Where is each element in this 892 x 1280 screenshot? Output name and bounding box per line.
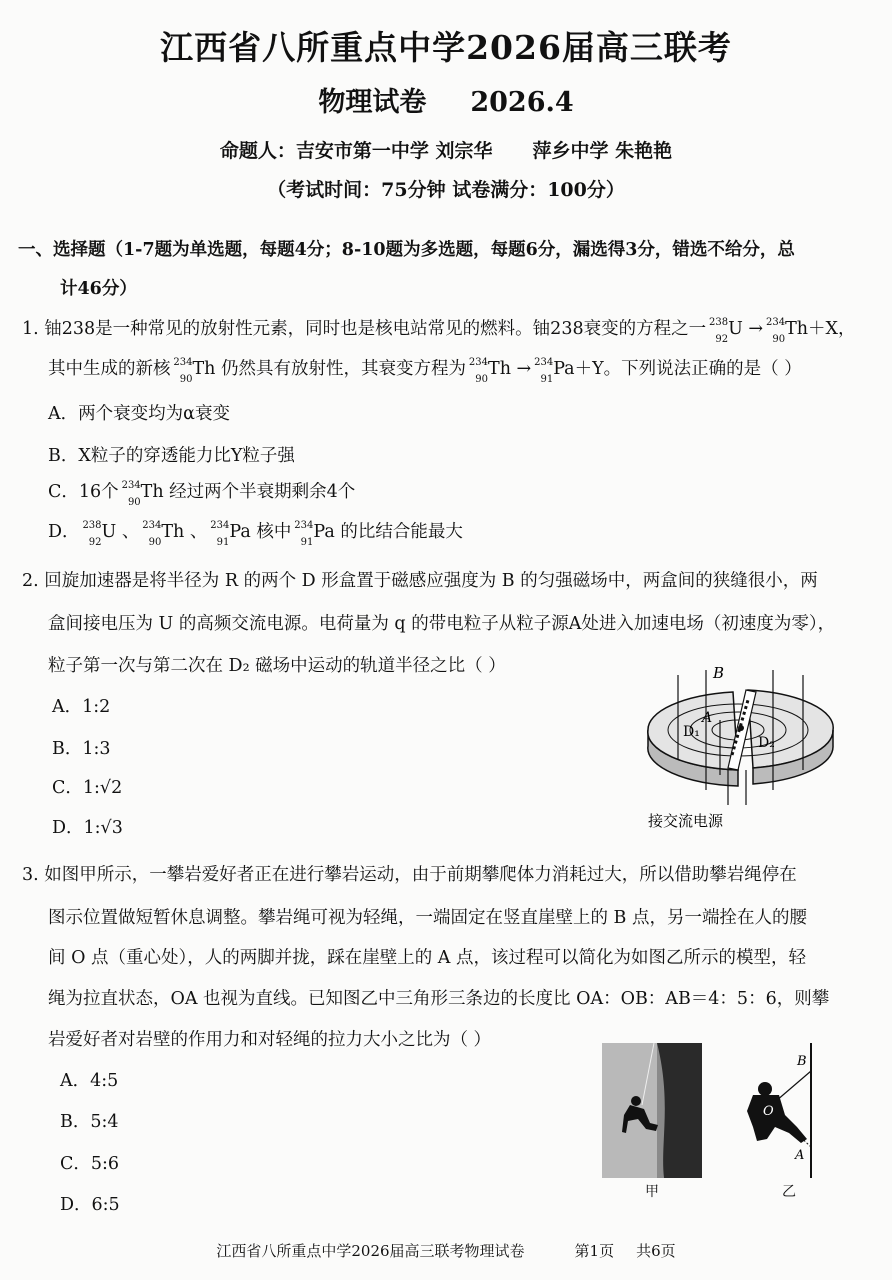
q3-option-c[interactable]: C．5:6 — [60, 1154, 120, 1174]
exam-subtitle — [0, 80, 892, 119]
exam-date: 2026.4 — [470, 87, 574, 118]
q2-line-2: 盒间接电压为 U 的高频交流电源。电荷量为 q 的带电粒子从粒子源A处进入加速电场（初速度为零）， — [48, 614, 836, 634]
q1-option-a[interactable]: A．两个衰变均为α衰变 — [48, 404, 230, 424]
q3-option-a[interactable]: A．4:5 — [60, 1071, 119, 1091]
q1-line-1 — [22, 315, 855, 345]
q1-option-c-pre: C．16个 — [48, 482, 119, 502]
q1-eq-a: U → — [728, 319, 764, 339]
q3-line-4: 绳为拉直状态，OA 也视为直线。已知图乙中三角形三条边的长度比 OA：OB：AB＝4：5：6，则攀 — [48, 989, 830, 1009]
label-d1: D₁ — [683, 724, 700, 740]
author-b: 萍乡中学 朱艳艳 — [532, 140, 673, 162]
q1-option-d-pa: Pa 核中 — [229, 522, 292, 542]
q3-text-1: 如图甲所示，一攀岩爱好者正在进行攀岩运动，由于前期攀爬体力消耗过大，所以借助攀岩绳停在 — [44, 865, 797, 885]
q2-text-1: 回旋加速器是将半径为 R 的两个 D 形盒置于磁感应强度为 B 的匀强磁场中，两盒间的狭缝很小，两 — [44, 571, 818, 591]
q3-line-1 — [22, 861, 797, 886]
section-heading: 一、选择题（1-7题为单选题，每题4分；8-10题为多选题，每题6分，漏选得3分，错选不给分，总 — [18, 240, 795, 260]
figure-yi-caption: 乙 — [782, 1184, 796, 1200]
nuclide-pa234-b: 234 91 — [210, 520, 230, 548]
q3-option-d[interactable]: D．6:5 — [60, 1195, 120, 1215]
label-b-field: B — [713, 664, 725, 682]
model-climber-silhouette — [747, 1082, 807, 1143]
q1-text-2d: Pa＋Y。下列说法正确的是（ ） — [553, 359, 802, 379]
q1-text-2c: Th → — [488, 359, 532, 379]
nuclide-pa234-c: 234 91 — [294, 520, 314, 548]
q3-number: 3. — [22, 865, 39, 885]
q1-option-d[interactable] — [48, 518, 463, 548]
footer-page-number: 第1页 — [574, 1242, 615, 1260]
cyclotron-figure — [628, 660, 858, 835]
nuclide-th234: 234 90 — [765, 317, 786, 345]
q1-option-d-post: Pa 的比结合能最大 — [313, 522, 463, 542]
authors-line — [0, 136, 892, 163]
label-point-o: O — [763, 1104, 774, 1119]
footer-title: 江西省八所重点中学2026届高三联考物理试卷 — [216, 1242, 525, 1260]
q1-text: 铀238是一种常见的放射性元素，同时也是核电站常见的燃料。铀238衰变的方程之一 — [44, 319, 707, 339]
label-point-a: A — [795, 1148, 805, 1163]
footer-total-pages: 共6页 — [636, 1242, 676, 1260]
climber-photo — [602, 1043, 702, 1178]
q1-option-d-pre: D． — [48, 522, 80, 542]
section-heading-cont: 计46分） — [60, 279, 137, 299]
nuclide-th234-e: 234 90 — [142, 520, 162, 548]
label-point-b: B — [797, 1054, 807, 1069]
q1-option-c[interactable] — [48, 478, 355, 508]
climber-model — [735, 1043, 820, 1178]
q1-eq-b: Th＋X， — [785, 319, 856, 339]
q2-option-d[interactable]: D．1:√3 — [52, 818, 123, 838]
nuclide-u238-b: 238 92 — [82, 520, 102, 548]
q3-line-5: 岩爱好者对岩壁的作用力和对轻绳的拉力大小之比为（ ） — [48, 1030, 492, 1050]
exam-info: （考试时间：75分钟 试卷满分：100分） — [267, 179, 625, 201]
figure-jia-caption: 甲 — [645, 1184, 659, 1200]
q3-line-3: 间 O 点（重心处），人的两脚并拢，踩在崖壁上的 A 点，该过程可以简化为如图乙所示的模型，轻 — [48, 948, 806, 968]
q3-option-b[interactable]: B．5:4 — [60, 1112, 119, 1132]
subject-title: 物理试卷 — [318, 87, 427, 118]
q2-option-a[interactable]: A．1:2 — [52, 697, 111, 717]
nuclide-th234-c: 234 90 — [468, 357, 489, 385]
q2-option-c[interactable]: C．1:√2 — [52, 778, 123, 798]
author-a: 命题人：吉安市第一中学 刘宗华 — [219, 140, 493, 162]
q1-line-2 — [48, 355, 802, 385]
q1-text-2a: 其中生成的新核 — [48, 359, 171, 379]
q1-text-2b: Th 仍然具有放射性，其衰变方程为 — [192, 359, 467, 379]
q1-option-d-th: Th 、 — [161, 522, 208, 542]
nuclide-th234-d: 234 90 — [121, 480, 141, 508]
nuclide-u238: 238 92 — [709, 317, 729, 345]
label-d2: D₂ — [758, 735, 775, 751]
q2-option-b[interactable]: B．1:3 — [52, 739, 111, 759]
page-footer — [0, 1240, 892, 1261]
q1-option-c-post: Th 经过两个半衰期剩余4个 — [140, 482, 356, 502]
label-source-a: A — [702, 710, 713, 726]
q2-line-1 — [22, 567, 818, 592]
q1-number: 1. — [22, 319, 39, 339]
q1-option-b[interactable]: B．X粒子的穿透能力比Y粒子强 — [48, 446, 295, 466]
exam-title: 江西省八所重点中学2026届高三联考 — [160, 28, 732, 67]
nuclide-pa234: 234 91 — [534, 357, 554, 385]
label-ac-source: 接交流电源 — [648, 812, 724, 830]
q3-line-2: 图示位置做短暂休息调整。攀岩绳可视为轻绳，一端固定在竖直崖壁上的 B 点，另一端拴在人的腰 — [48, 908, 807, 928]
q2-number: 2. — [22, 571, 39, 591]
nuclide-th234-b: 234 90 — [173, 357, 193, 385]
q1-option-d-u: U 、 — [101, 522, 140, 542]
q2-line-3: 粒子第一次与第二次在 D₂ 磁场中运动的轨道半径之比（ ） — [48, 656, 506, 676]
particle-source-dot — [738, 725, 744, 731]
